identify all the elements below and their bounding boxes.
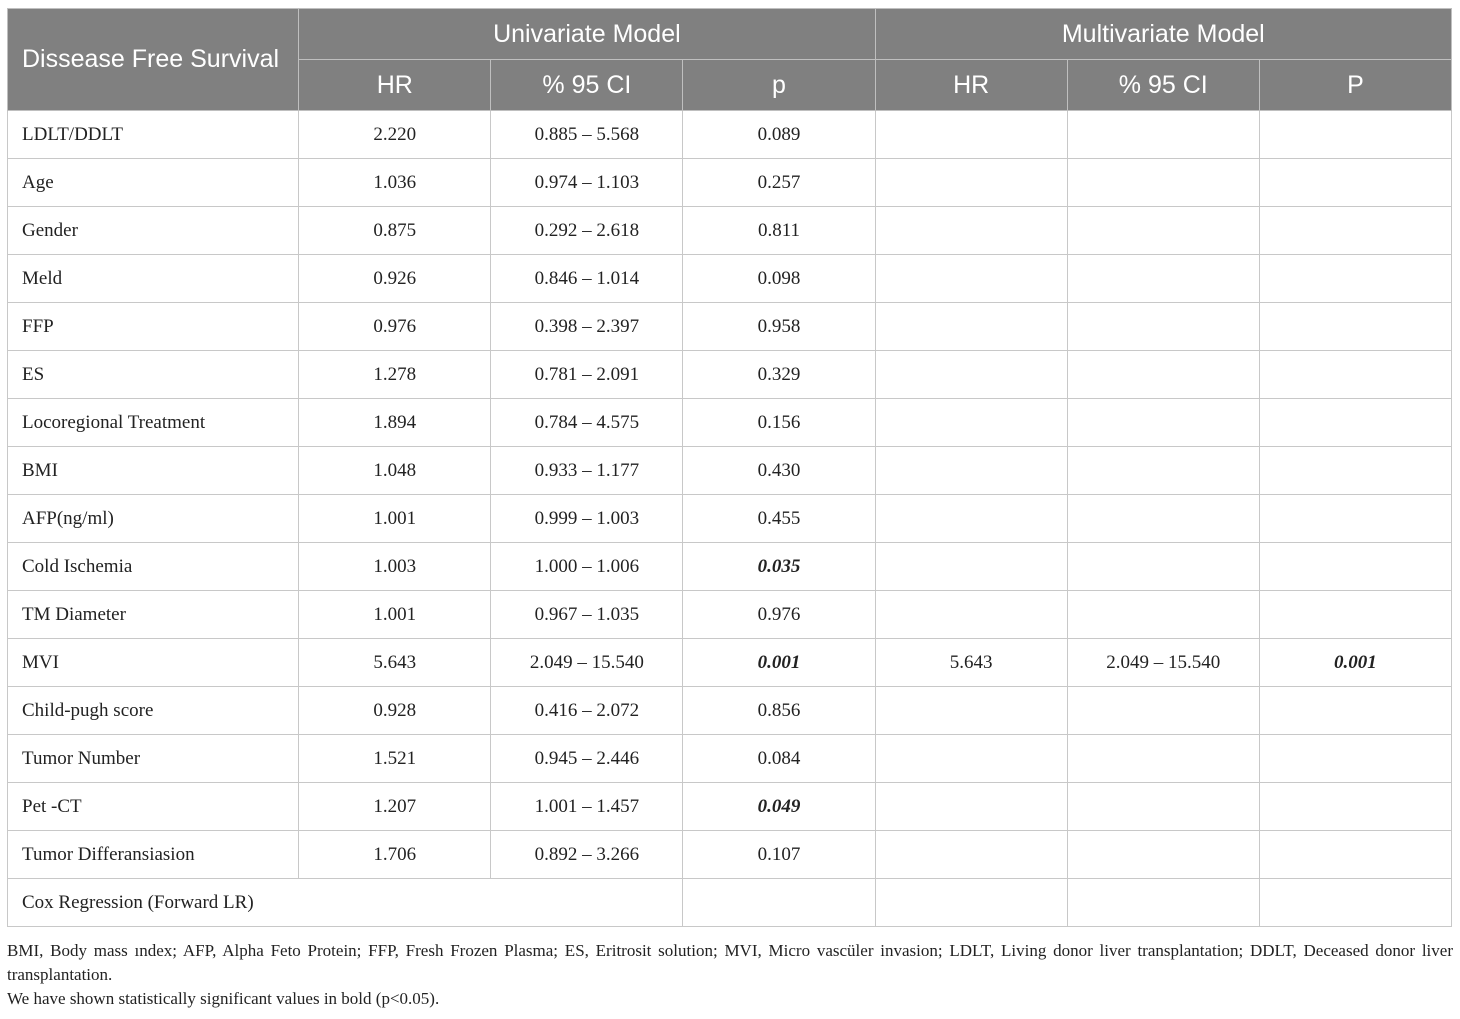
multi-hr-cell: 5.643 <box>875 639 1067 687</box>
uni-p-cell: 0.976 <box>683 591 875 639</box>
table-row <box>8 303 1452 351</box>
row-label: Pet -CT <box>8 783 299 831</box>
multi-hr-header: HR <box>875 60 1067 111</box>
multi-p-cell <box>1259 735 1451 783</box>
uni-p-cell: 0.035 <box>683 543 875 591</box>
uni-p-cell: 0.811 <box>683 207 875 255</box>
uni-hr-cell: 0.926 <box>299 255 491 303</box>
uni-hr-cell: 0.928 <box>299 687 491 735</box>
multi-p-cell <box>1259 399 1451 447</box>
uni-hr-cell: 1.706 <box>299 831 491 879</box>
multi-hr-cell <box>875 831 1067 879</box>
table-row <box>8 591 1452 639</box>
uni-p-cell: 0.001 <box>683 639 875 687</box>
uni-p-cell: 0.049 <box>683 783 875 831</box>
abbreviations-note: BMI, Body mass ındex; AFP, Alpha Feto Protein; FFP, Fresh Frozen Plasma; ES, Eritrosit solution; MVI, Micro vascüler invasion; LDLT, Living donor liver transplantation; DDLT, Deceased donor liver transplantation. <box>7 941 1453 984</box>
uni-ci-cell: 0.967 – 1.035 <box>491 591 683 639</box>
table-row <box>8 159 1452 207</box>
uni-p-header: p <box>683 60 875 111</box>
multi-p-cell <box>1259 543 1451 591</box>
table-row <box>8 543 1452 591</box>
uni-hr-cell: 2.220 <box>299 111 491 159</box>
multi-ci-cell <box>1067 303 1259 351</box>
multi-ci-header: % 95 CI <box>1067 60 1259 111</box>
dfs-regression-table <box>7 8 1452 927</box>
multi-p-cell: 0.001 <box>1259 639 1451 687</box>
table-row <box>8 351 1452 399</box>
multi-ci-cell <box>1067 111 1259 159</box>
uni-ci-cell: 0.892 – 3.266 <box>491 831 683 879</box>
uni-ci-cell: 0.781 – 2.091 <box>491 351 683 399</box>
table-row <box>8 399 1452 447</box>
multi-ci-cell <box>1067 687 1259 735</box>
uni-ci-cell: 0.945 – 2.446 <box>491 735 683 783</box>
table-row <box>8 783 1452 831</box>
multi-hr-cell <box>875 255 1067 303</box>
uni-ci-cell: 0.933 – 1.177 <box>491 447 683 495</box>
multi-p-cell <box>1259 207 1451 255</box>
multi-hr-cell <box>875 111 1067 159</box>
row-label: MVI <box>8 639 299 687</box>
table-row <box>8 111 1452 159</box>
uni-hr-cell: 0.875 <box>299 207 491 255</box>
row-label: Age <box>8 159 299 207</box>
multi-hr-cell <box>875 207 1067 255</box>
uni-p-cell: 0.089 <box>683 111 875 159</box>
row-label: BMI <box>8 447 299 495</box>
multi-ci-cell <box>1067 831 1259 879</box>
uni-p-cell: 0.455 <box>683 495 875 543</box>
uni-p-cell: 0.107 <box>683 831 875 879</box>
table-row <box>8 831 1452 879</box>
multi-ci-cell <box>1067 255 1259 303</box>
uni-ci-header: % 95 CI <box>491 60 683 111</box>
uni-p-cell: 0.257 <box>683 159 875 207</box>
footer-empty-cell <box>875 879 1067 927</box>
uni-p-cell: 0.084 <box>683 735 875 783</box>
table-header <box>8 9 1452 111</box>
row-label: Tumor Differansiasion <box>8 831 299 879</box>
uni-p-cell: 0.430 <box>683 447 875 495</box>
row-label: Gender <box>8 207 299 255</box>
multi-p-cell <box>1259 783 1451 831</box>
uni-ci-cell: 2.049 – 15.540 <box>491 639 683 687</box>
uni-hr-cell: 1.278 <box>299 351 491 399</box>
table-row <box>8 207 1452 255</box>
multi-p-cell <box>1259 303 1451 351</box>
multi-p-cell <box>1259 159 1451 207</box>
multi-ci-cell <box>1067 543 1259 591</box>
uni-ci-cell: 0.885 – 5.568 <box>491 111 683 159</box>
multi-p-cell <box>1259 351 1451 399</box>
table-body <box>8 111 1452 927</box>
uni-hr-cell: 1.036 <box>299 159 491 207</box>
uni-hr-cell: 1.207 <box>299 783 491 831</box>
footer-empty-cell <box>683 879 875 927</box>
footer-row <box>8 879 1452 927</box>
multi-ci-cell <box>1067 447 1259 495</box>
multi-p-cell <box>1259 111 1451 159</box>
uni-ci-cell: 0.416 – 2.072 <box>491 687 683 735</box>
multi-hr-cell <box>875 591 1067 639</box>
multi-hr-cell <box>875 159 1067 207</box>
row-label: AFP(ng/ml) <box>8 495 299 543</box>
uni-ci-cell: 0.292 – 2.618 <box>491 207 683 255</box>
row-label: Tumor Number <box>8 735 299 783</box>
table-footnotes <box>7 939 1453 1011</box>
row-label: LDLT/DDLT <box>8 111 299 159</box>
multi-p-cell <box>1259 447 1451 495</box>
uni-hr-cell: 1.001 <box>299 591 491 639</box>
uni-ci-cell: 0.784 – 4.575 <box>491 399 683 447</box>
uni-p-cell: 0.156 <box>683 399 875 447</box>
multi-hr-cell <box>875 447 1067 495</box>
uni-hr-cell: 1.001 <box>299 495 491 543</box>
row-label: Child-pugh score <box>8 687 299 735</box>
multi-ci-cell <box>1067 351 1259 399</box>
table-row <box>8 687 1452 735</box>
multi-p-cell <box>1259 255 1451 303</box>
multi-hr-cell <box>875 495 1067 543</box>
uni-ci-cell: 1.001 – 1.457 <box>491 783 683 831</box>
multi-hr-cell <box>875 351 1067 399</box>
multi-ci-cell: 2.049 – 15.540 <box>1067 639 1259 687</box>
multi-p-cell <box>1259 591 1451 639</box>
uni-p-cell: 0.958 <box>683 303 875 351</box>
table-row <box>8 495 1452 543</box>
uni-ci-cell: 0.846 – 1.014 <box>491 255 683 303</box>
uni-p-cell: 0.856 <box>683 687 875 735</box>
uni-hr-cell: 0.976 <box>299 303 491 351</box>
multivariate-header: Multivariate Model <box>875 9 1451 60</box>
multi-ci-cell <box>1067 783 1259 831</box>
multi-p-cell <box>1259 687 1451 735</box>
uni-p-cell: 0.098 <box>683 255 875 303</box>
table-row <box>8 255 1452 303</box>
multi-ci-cell <box>1067 399 1259 447</box>
multi-p-header: P <box>1259 60 1451 111</box>
multi-ci-cell <box>1067 207 1259 255</box>
row-label: Cold Ischemia <box>8 543 299 591</box>
uni-p-cell: 0.329 <box>683 351 875 399</box>
uni-hr-cell: 1.003 <box>299 543 491 591</box>
footer-empty-cell <box>1259 879 1451 927</box>
footer-row-label: Cox Regression (Forward LR) <box>8 879 683 927</box>
row-label: ES <box>8 351 299 399</box>
significance-note: We have shown statistically significant values in bold (p<0.05). <box>7 989 440 1008</box>
table-row <box>8 735 1452 783</box>
row-label: Locoregional Treatment <box>8 399 299 447</box>
row-label: TM Diameter <box>8 591 299 639</box>
uni-hr-header: HR <box>299 60 491 111</box>
multi-hr-cell <box>875 399 1067 447</box>
uni-ci-cell: 1.000 – 1.006 <box>491 543 683 591</box>
multi-hr-cell <box>875 303 1067 351</box>
table-row <box>8 639 1452 687</box>
header-row-groups <box>8 9 1452 60</box>
uni-hr-cell: 1.894 <box>299 399 491 447</box>
multi-ci-cell <box>1067 591 1259 639</box>
footer-empty-cell <box>1067 879 1259 927</box>
table-container <box>7 8 1452 927</box>
uni-hr-cell: 1.048 <box>299 447 491 495</box>
multi-p-cell <box>1259 495 1451 543</box>
uni-ci-cell: 0.398 – 2.397 <box>491 303 683 351</box>
row-label: Meld <box>8 255 299 303</box>
uni-hr-cell: 1.521 <box>299 735 491 783</box>
row-label-header: Dissease Free Survival <box>8 9 299 111</box>
multi-ci-cell <box>1067 495 1259 543</box>
table-row <box>8 447 1452 495</box>
univariate-header: Univariate Model <box>299 9 875 60</box>
multi-hr-cell <box>875 543 1067 591</box>
multi-hr-cell <box>875 783 1067 831</box>
multi-hr-cell <box>875 735 1067 783</box>
multi-hr-cell <box>875 687 1067 735</box>
uni-ci-cell: 0.974 – 1.103 <box>491 159 683 207</box>
multi-p-cell <box>1259 831 1451 879</box>
uni-ci-cell: 0.999 – 1.003 <box>491 495 683 543</box>
multi-ci-cell <box>1067 735 1259 783</box>
uni-hr-cell: 5.643 <box>299 639 491 687</box>
multi-ci-cell <box>1067 159 1259 207</box>
row-label: FFP <box>8 303 299 351</box>
